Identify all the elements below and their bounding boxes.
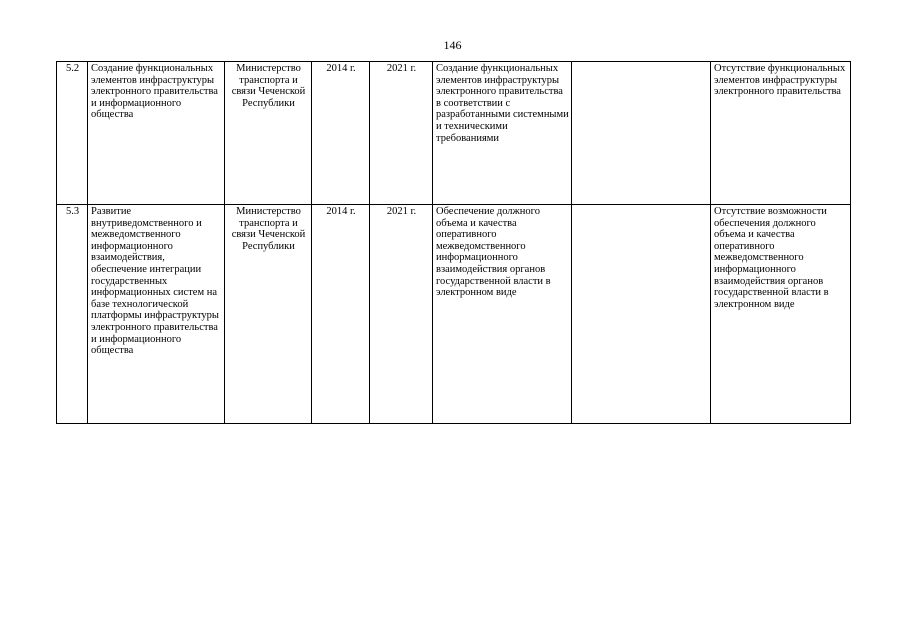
- responsible-executor: Министерство транспорта и связи Чеченской Республики: [225, 62, 312, 205]
- empty-cell: [572, 62, 711, 205]
- responsible-executor: Министерство транспорта и связи Чеченской Республики: [225, 205, 312, 424]
- row-number: 5.3: [57, 205, 88, 424]
- table-row: [57, 62, 851, 205]
- consequences: Отсутствие возможности обеспечения должного объема и качества оперативного межведомственного информационного взаимодействия органов государственной власти в электронном виде: [711, 205, 851, 424]
- expected-result: Обеспечение должного объема и качества оперативного межведомственного информационного взаимодействия органов государственной власти в электронном виде: [433, 205, 572, 424]
- consequences: Отсутствие функциональных элементов инфраструктуры электронного правительства: [711, 62, 851, 205]
- activity-name: Создание функциональных элементов инфраструктуры электронного правительства и информационного общества: [88, 62, 225, 205]
- end-year: 2021 г.: [370, 205, 433, 424]
- empty-cell: [572, 205, 711, 424]
- activity-name: Развитие внутриведомственного и межведомственного информационного взаимодействия, обеспечение интеграции государственных информационных систем на базе технологической платформы инфраструктуры электронного правительства и информационного общества: [88, 205, 225, 424]
- end-year: 2021 г.: [370, 62, 433, 205]
- activities-table: [56, 61, 851, 424]
- start-year: 2014 г.: [312, 205, 370, 424]
- table-row: [57, 205, 851, 424]
- page-number: 146: [443, 38, 462, 52]
- expected-result: Создание функциональных элементов инфраструктуры электронного правительства в соответствии с разработанными системными и техническими требованиями: [433, 62, 572, 205]
- row-number: 5.2: [57, 62, 88, 205]
- start-year: 2014 г.: [312, 62, 370, 205]
